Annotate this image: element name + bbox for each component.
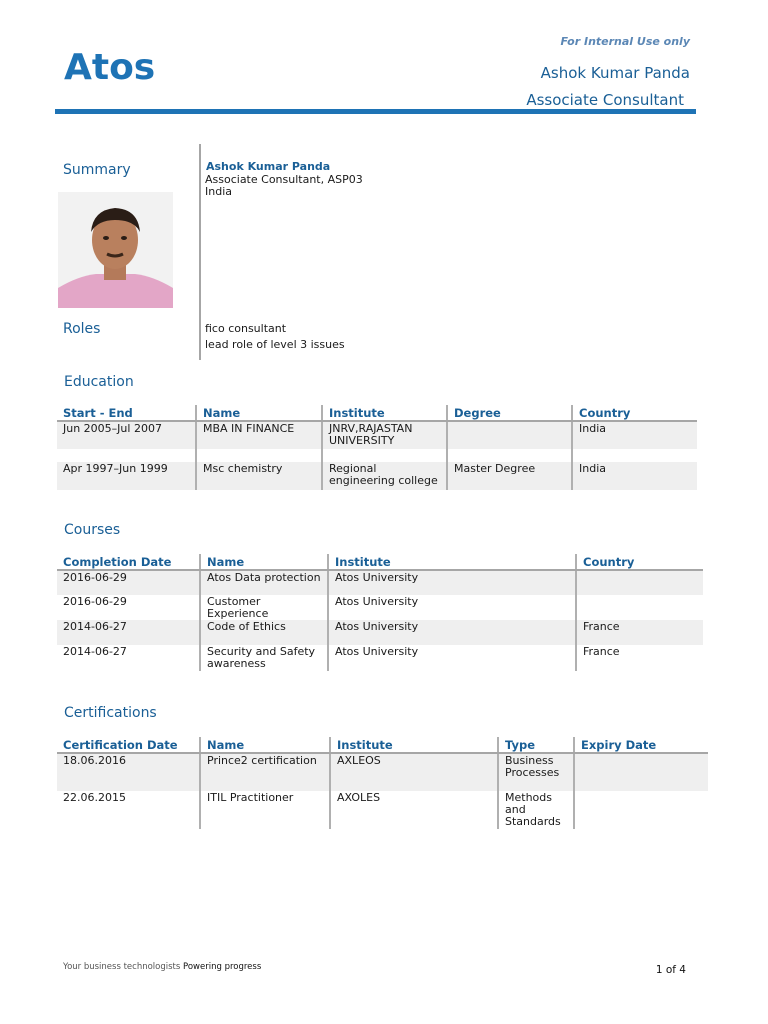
column-header: Institute (322, 405, 447, 421)
table-cell: Methods and Standards (498, 791, 574, 829)
table-header-row (57, 405, 697, 421)
table-row (57, 620, 703, 645)
table-cell (574, 753, 708, 791)
table-cell: Business Processes (498, 753, 574, 791)
summary-country: India (205, 185, 232, 198)
table-cell: 2014-06-27 (63, 645, 127, 658)
header-divider (55, 109, 696, 114)
table-cell: AXLEOS (330, 753, 498, 791)
table-cell (576, 595, 703, 620)
table-cell: India (572, 421, 697, 449)
column-header: Name (200, 554, 328, 570)
column-header: Name (200, 737, 330, 753)
table-spacer-row (57, 490, 697, 504)
table-cell: 22.06.2015 (63, 791, 126, 804)
table-cell: Regional engineering college (322, 462, 447, 490)
table-cell: ITIL Practitioner (200, 791, 330, 829)
tagline-part-a: Your business technologists (63, 962, 181, 972)
table-cell: Atos University (328, 595, 576, 620)
table-cell: Customer Experience (200, 595, 328, 620)
table-cell: France (576, 645, 703, 671)
profile-photo (58, 192, 173, 308)
certifications-heading: Certifications (64, 705, 157, 721)
summary-position: Associate Consultant, ASP03 (205, 173, 363, 186)
table-cell: 2016-06-29 (63, 595, 127, 608)
table-cell: Atos Data protection (200, 570, 328, 595)
table-cell: Msc chemistry (196, 462, 322, 490)
summary-name: Ashok Kumar Panda (206, 160, 331, 173)
column-header: Completion Date (57, 554, 200, 570)
column-header: Name (196, 405, 322, 421)
table-cell: Master Degree (447, 462, 572, 490)
education-table (57, 405, 697, 504)
role-item: fico consultant (205, 322, 287, 335)
column-header: Country (572, 405, 697, 421)
certifications-table (57, 737, 708, 829)
column-header: Degree (447, 405, 572, 421)
table-cell (447, 421, 572, 449)
atos-logo (64, 46, 184, 87)
table-cell: Jun 2005–Jul 2007 (57, 421, 196, 449)
table-cell: 2014-06-27 (57, 620, 200, 645)
summary-divider (199, 144, 201, 360)
table-cell: Apr 1997–Jun 1999 (57, 462, 196, 490)
column-header: Institute (328, 554, 576, 570)
table-cell: 2016-06-29 (57, 570, 200, 595)
table-row (57, 791, 708, 829)
table-row (57, 570, 703, 595)
table-cell: Security and Safety awareness (200, 645, 328, 671)
tagline-part-b: Powering progress (183, 962, 262, 972)
atos-logo-icon (64, 46, 184, 84)
column-header: Country (576, 554, 703, 570)
education-heading: Education (64, 374, 134, 390)
table-row (57, 645, 703, 671)
table-cell: France (576, 620, 703, 645)
column-header: Expiry Date (574, 737, 708, 753)
column-header: Type (498, 737, 574, 753)
role-item: lead role of level 3 issues (205, 338, 345, 351)
table-cell: Atos University (328, 645, 576, 671)
logo-text: Atos (64, 47, 156, 84)
table-row (57, 753, 708, 791)
table-header-row (57, 737, 708, 753)
table-cell: AXOLES (330, 791, 498, 829)
internal-use-note: For Internal Use only (560, 35, 690, 48)
table-row (57, 462, 697, 490)
column-header: Institute (330, 737, 498, 753)
table-cell: Prince2 certification (200, 753, 330, 791)
table-cell: India (572, 462, 697, 490)
table-cell: 18.06.2016 (57, 753, 200, 791)
footer-tagline (63, 962, 261, 972)
courses-heading: Courses (64, 522, 121, 538)
courses-table (57, 554, 703, 671)
table-spacer-row (57, 449, 697, 462)
table-cell: JNRV,RAJASTAN UNIVERSITY (322, 421, 447, 449)
profile-photo-icon (58, 192, 173, 308)
summary-heading: Summary (63, 162, 131, 178)
table-row (57, 421, 697, 449)
column-header: Start - End (57, 405, 196, 421)
header-name: Ashok Kumar Panda (540, 64, 690, 82)
table-cell (574, 791, 708, 829)
table-row (57, 595, 703, 620)
table-cell (576, 570, 703, 595)
table-cell: Atos University (328, 620, 576, 645)
roles-heading: Roles (63, 321, 101, 337)
page-number: 1 of 4 (655, 964, 686, 976)
table-header-row (57, 554, 703, 570)
column-header: Certification Date (57, 737, 200, 753)
table-cell: Atos University (328, 570, 576, 595)
table-cell: MBA IN FINANCE (196, 421, 322, 449)
header-role: Associate Consultant (526, 91, 684, 109)
table-cell: Code of Ethics (200, 620, 328, 645)
